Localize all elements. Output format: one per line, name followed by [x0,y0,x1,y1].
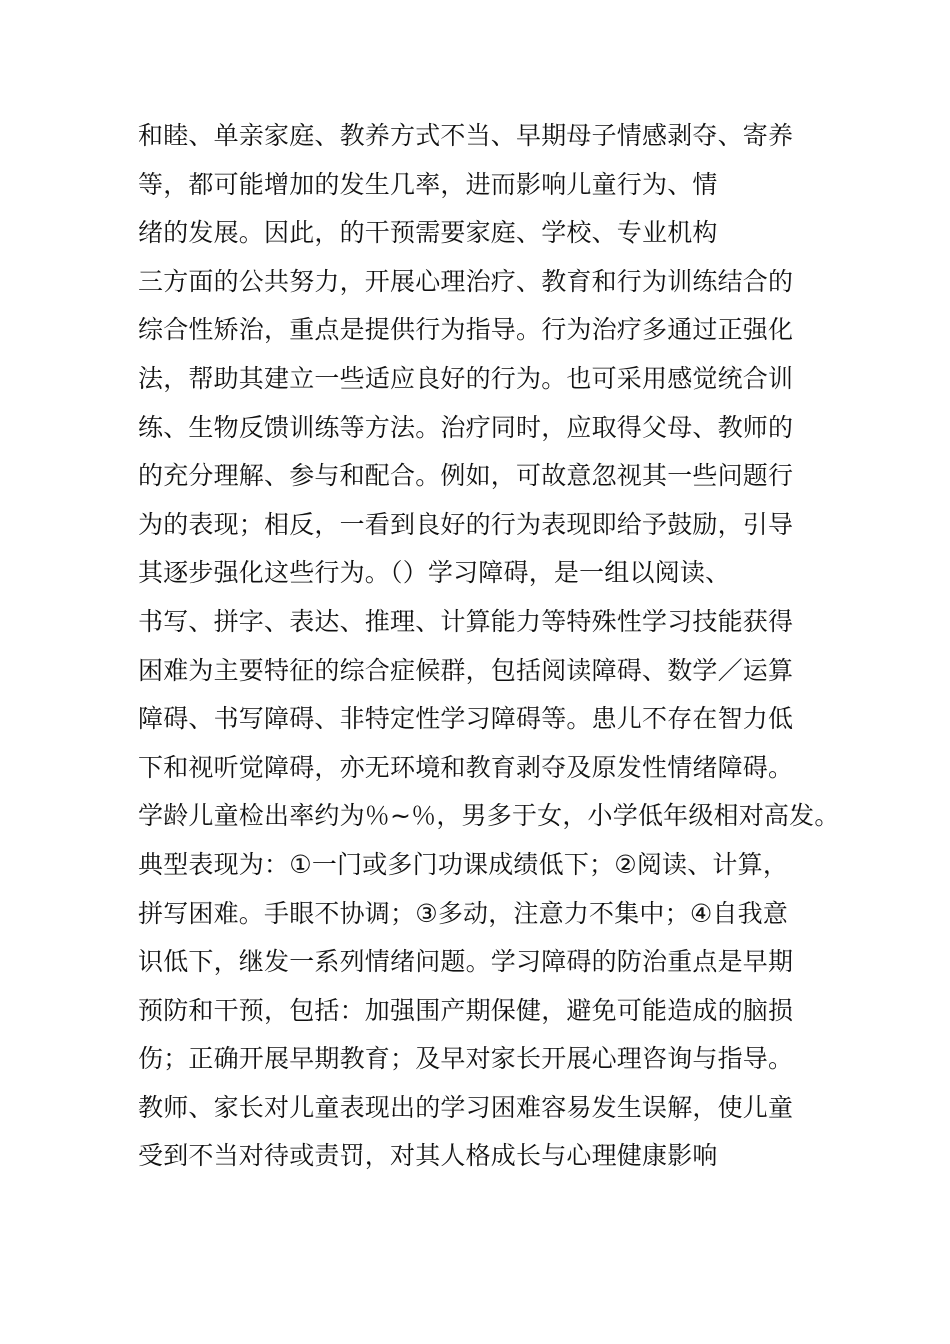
text-line-21: 教师、家长对儿童表现出的学习困难容易发生误解，使儿童 [138,1092,794,1122]
text-line-2: 等，都可能增加的发生几率，进而影响儿童行为、情 [138,169,718,199]
text-line-4: 三方面的公共努力，开展心理治疗、教育和行为训练结合的 [138,266,794,296]
text-line-16: 典型表现为：①一门或多门功课成绩低下；②阅读、计算， [138,849,789,879]
text-line-10: 其逐步强化这些行为。（）学习障碍，是一组以阅读、 [138,558,731,588]
text-line-3: 绪的发展。因此，的干预需要家庭、学校、专业机构 [138,218,718,248]
text-line-11: 书写、拼字、表达、推理、计算能力等特殊性学习技能获得 [138,606,794,636]
text-line-19: 预防和干预，包括：加强围产期保健，避免可能造成的脑损 [138,995,794,1025]
text-line-17: 拼写困难。手眼不协调；③多动，注意力不集中；④自我意 [138,898,789,928]
text-line-12: 困难为主要特征的综合症候群，包括阅读障碍、数学／运算 [138,655,794,685]
text-line-14: 下和视听觉障碍，亦无环境和教育剥夺及原发性情绪障碍。 [138,752,794,782]
text-line-6: 法，帮助其建立一些适应良好的行为。也可采用感觉统合训 [138,363,794,393]
text-line-8: 的充分理解、参与和配合。例如，可故意忽视其一些问题行 [138,461,794,491]
text-line-5: 综合性矫治，重点是提供行为指导。行为治疗多通过正强化 [138,315,794,345]
text-line-18: 识低下，继发一系列情绪问题。学习障碍的防治重点是早期 [138,947,794,977]
body-text [138,112,838,1181]
text-line-1: 和睦、单亲家庭、教养方式不当、早期母子情感剥夺、寄养 [138,121,794,150]
text-line-7: 练、生物反馈训练等方法。治疗同时，应取得父母、教师的 [138,412,794,442]
text-line-20: 伤；正确开展早期教育；及早对家长开展心理咨询与指导。 [138,1044,794,1074]
text-line-15: 学龄儿童检出率约为％~％，男多于女，小学低年级相对高发。 [138,801,840,831]
text-line-9: 为的表现；相反，一看到良好的行为表现即给予鼓励，引导 [138,509,794,539]
text-line-13: 障碍、书写障碍、非特定性学习障碍等。患儿不存在智力低 [138,704,794,734]
text-line-22: 受到不当对待或责罚，对其人格成长与心理健康影响 [138,1141,718,1171]
